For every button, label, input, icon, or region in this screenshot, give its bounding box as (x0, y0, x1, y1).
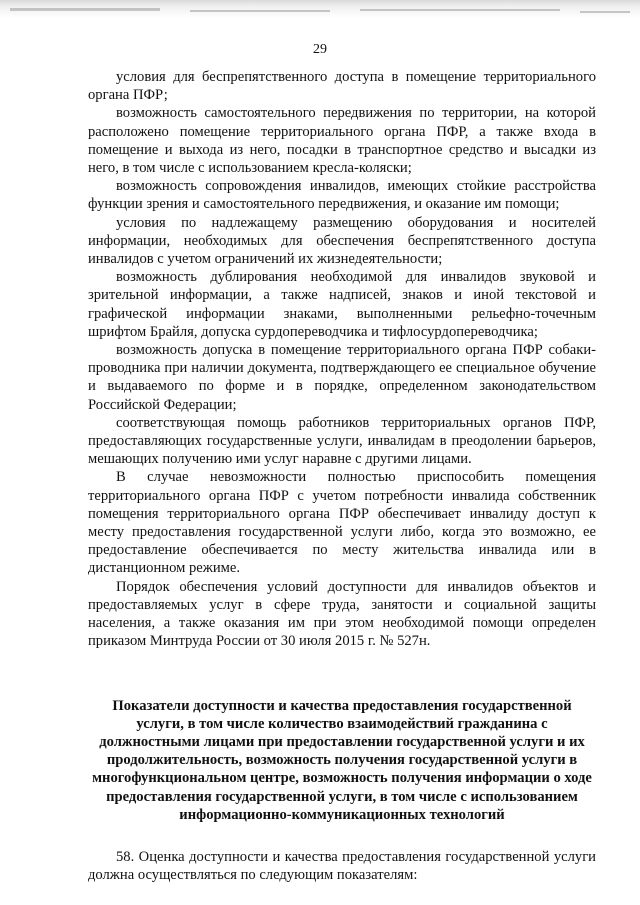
page-number: 29 (313, 42, 327, 57)
paragraph: В случае невозможности полностью приспособить помещения территориального органа ПФР с учетом потребности инвалида собственник помещения территориального органа ПФР обеспечивает инвалиду доступ к месту предоставления государственной услуги либо, когда это возможно, ее предоставление обеспечивается по месту жительства инвалида или в дистанционном режиме. (88, 469, 596, 577)
paragraph: Порядок обеспечения условий доступности для инвалидов объектов и предоставляемых услуг в сфере труда, занятости и социальной защиты населения, а также оказания им при этом необходимой помощи определен приказом Минтруда России от 30 июля 2015 г. № 527н. (88, 578, 596, 650)
scan-streak (10, 8, 160, 11)
section-heading: Показатели доступности и качества предоставления государственной услуги, в том числе количество взаимодействий гражданина с должностными лицами при предоставлении государственной услуги и их продолжительность, возможность получения государственной услуги в многофункциональном центре, возможность получения информации о ходе предоставления государственной услуги, в том числе с использованием информационно-коммуникационных технологий (92, 697, 592, 823)
scan-streak (190, 10, 330, 12)
closing-paragraph: 58. Оценка доступности и качества предоставления государственной услуги должна осуществляться по следующим показателям: (88, 848, 596, 884)
scan-streak (360, 9, 560, 11)
paragraph: возможность дублирования необходимой для инвалидов звуковой и зрительной информации, а также надписей, знаков и иной текстовой и графической информации знаками, выполненными рельефно-точечным шрифтом Брайля, допуска сурдопереводчика и тифлосурдопереводчика; (88, 269, 596, 340)
paragraph: условия для беспрепятственного доступа в помещение территориального органа ПФР; (88, 69, 596, 104)
paragraph: возможность самостоятельного передвижения по территории, на которой расположено помещение территориального органа ПФР, а также входа в помещение и выхода из него, посадки в транспортное средство и высадки из него, в том числе с использованием кресла-коляски; (88, 105, 596, 177)
paragraph: условия по надлежащему размещению оборудования и носителей информации, необходимых для обеспечения беспрепятственного доступа инвалидов с учетом ограничений их жизнедеятельности; (88, 214, 596, 268)
document-body (88, 68, 596, 884)
paragraph: возможность сопровождения инвалидов, имеющих стойкие расстройства функции зрения и самостоятельного передвижения, и оказание им помощи; (88, 178, 596, 213)
paragraph: возможность допуска в помещение территориального органа ПФР собаки-проводника при наличии документа, подтверждающего ее специальное обучение и выдаваемого по форме и в порядке, определенном законодательством Российской Федерации; (88, 342, 596, 413)
scan-streak (580, 11, 630, 13)
paragraph: соответствующая помощь работников территориальных органов ПФР, предоставляющих государственные услуги, инвалидам в преодолении барьеров, мешающих получению ими услуг наравне с другими лицами. (88, 414, 596, 468)
